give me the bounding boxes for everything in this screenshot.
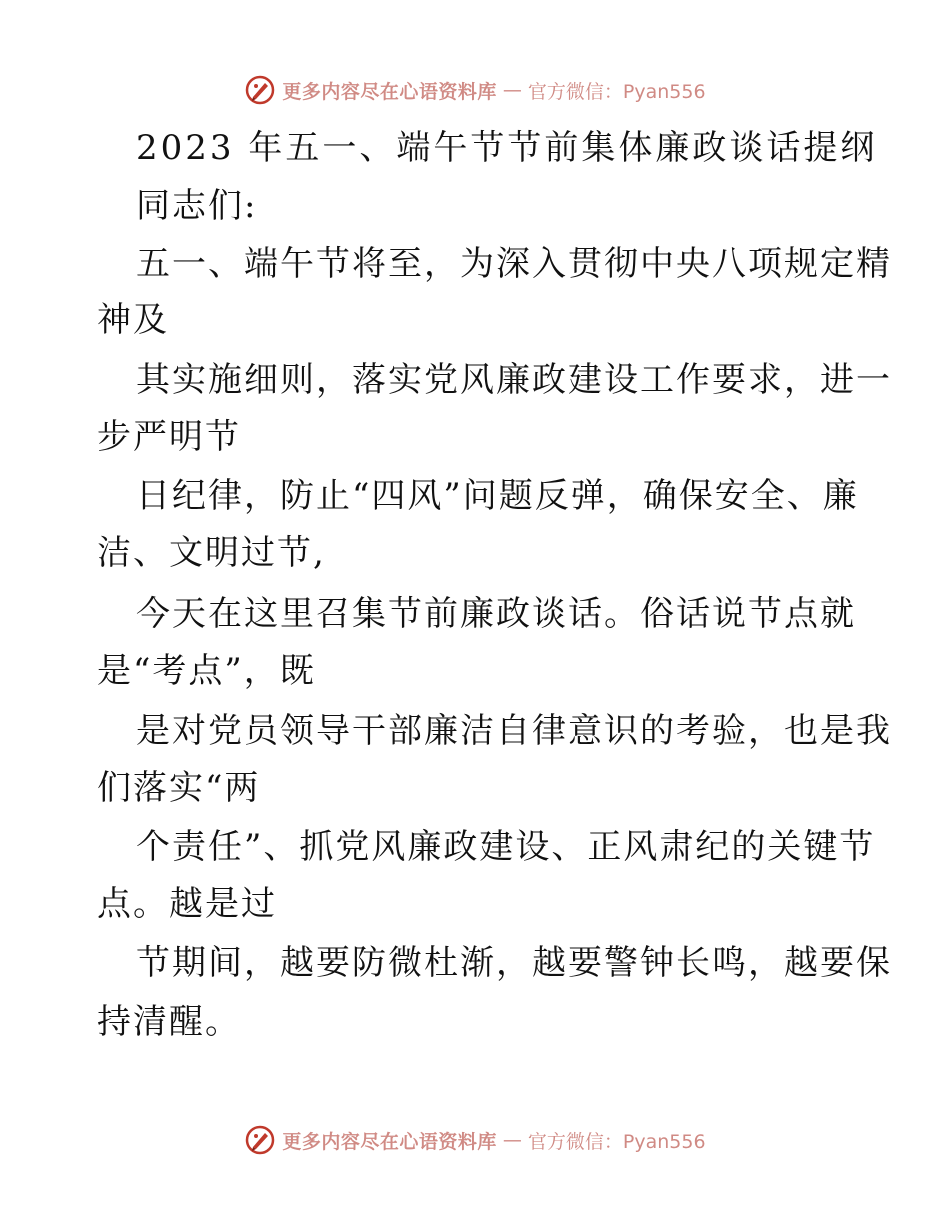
paragraph-line: 洁、文明过节, <box>97 533 326 573</box>
paragraph-line: 日纪律，防止“四风”问题反弹，确保安全、廉 <box>136 476 859 516</box>
document-title: 2023 年五一、端午节节前集体廉政谈话提纲 <box>136 128 878 168</box>
salutation: 同志们: <box>136 186 258 226</box>
paragraph-line: 个责任”、抓党风廉政建设、正风肃纪的关键节 <box>136 827 876 867</box>
paragraph-line: 其实施细则，落实党风廉政建设工作要求，进一 <box>136 360 892 400</box>
pen-circle-logo-icon <box>244 74 276 106</box>
banner-text: 更多内容尽在心语资料库 <box>282 1130 497 1153</box>
banner-text: 更多内容尽在心语资料库 <box>282 80 497 103</box>
paragraph-line: 今天在这里召集节前廉政谈话。俗话说节点就 <box>136 594 856 634</box>
paragraph-line: 步严明节 <box>97 417 241 457</box>
paragraph-line: 持清醒。 <box>97 1002 241 1042</box>
paragraph-line: 是“考点”，既 <box>97 651 316 691</box>
paragraph-line: 节期间，越要防微杜渐，越要警钟长鸣，越要保 <box>136 943 892 983</box>
banner-separator: — <box>502 1129 522 1151</box>
banner-separator: — <box>502 79 522 101</box>
paragraph-line: 是对党员领导干部廉洁自律意识的考验，也是我 <box>136 711 892 751</box>
footer-banner <box>0 1120 950 1160</box>
paragraph-line: 神及 <box>97 300 169 340</box>
banner-wechat: 官方微信：Pyan556 <box>527 1130 706 1153</box>
header-banner <box>0 70 950 110</box>
paragraph-line: 们落实“两 <box>97 768 261 808</box>
pen-circle-logo-icon <box>244 1124 276 1156</box>
paragraph-line: 五一、端午节将至，为深入贯彻中央八项规定精 <box>136 244 892 284</box>
banner-wechat: 官方微信：Pyan556 <box>527 80 706 103</box>
paragraph-line: 点。越是过 <box>97 884 277 924</box>
